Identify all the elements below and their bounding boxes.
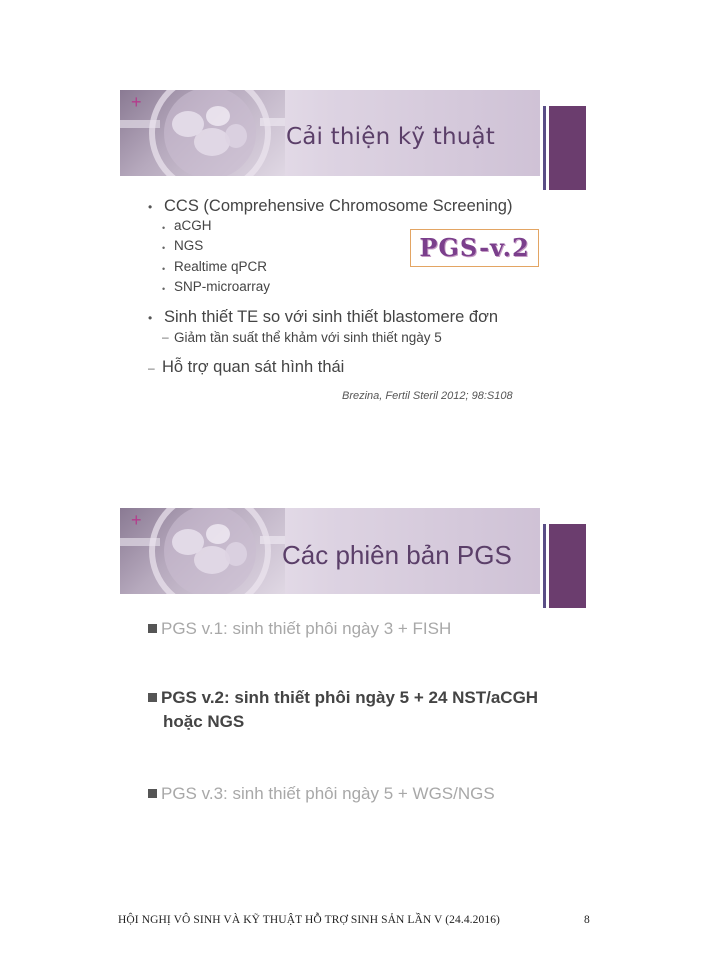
- version-item: PGS v.3: sinh thiết phôi ngày 5 + WGS/NGS: [148, 784, 495, 804]
- bullet-ccs: CCS (Comprehensive Chromosome Screening): [164, 197, 513, 215]
- bullet-icon: •: [148, 200, 153, 214]
- accent-bar-block: [549, 524, 586, 608]
- embryo-image: [120, 90, 285, 176]
- title-banner: [120, 508, 540, 594]
- bullet-te-biopsy: Sinh thiết TE so với sinh thiết blastomere đơn: [164, 308, 499, 326]
- pgs-v2-badge: PGS-v.2: [410, 229, 539, 267]
- bullet-morphology: Hỗ trợ quan sát hình thái: [162, 358, 345, 376]
- embryo-image: [120, 508, 285, 594]
- plus-icon: +: [131, 510, 142, 530]
- slide-2: [120, 508, 600, 838]
- accent-bar-line: [543, 106, 546, 190]
- sub-bullet: Realtime qPCR: [174, 259, 268, 274]
- sub-bullet: NGS: [174, 238, 204, 253]
- square-bullet-icon: [148, 693, 157, 702]
- sub-bullet-icon: •: [162, 264, 166, 274]
- citation: Brezina, Fertil Steril 2012; 98:S108: [342, 390, 513, 402]
- dash-icon: –: [148, 361, 155, 375]
- sub-bullet: Giảm tần suất thể khảm với sinh thiết ngày 5: [174, 330, 442, 345]
- slide-title: Cải thiện kỹ thuật: [286, 124, 496, 150]
- dash-icon: –: [162, 330, 169, 344]
- version-item: PGS v.1: sinh thiết phôi ngày 3 + FISH: [148, 619, 451, 639]
- plus-icon: +: [131, 92, 142, 112]
- sub-bullet-icon: •: [162, 284, 166, 294]
- slide-1: [120, 90, 600, 420]
- slide-title: Các phiên bản PGS: [282, 540, 512, 570]
- square-bullet-icon: [148, 624, 157, 633]
- accent-bar-line: [543, 524, 546, 608]
- bullet-icon: •: [148, 311, 153, 325]
- square-bullet-icon: [148, 789, 157, 798]
- footer-text: HỘI NGHỊ VÔ SINH VÀ KỸ THUẬT HỖ TRỢ SINH SẢN LẦN V (24.4.2016): [118, 914, 500, 926]
- sub-bullet: aCGH: [174, 218, 212, 233]
- version-item-highlighted: PGS v.2: sinh thiết phôi ngày 5 + 24 NST/aCGH hoặc NGS: [148, 686, 588, 734]
- sub-bullet-icon: •: [162, 223, 166, 233]
- sub-bullet: SNP-microarray: [174, 279, 271, 294]
- title-banner: [120, 90, 540, 176]
- sub-bullet-icon: •: [162, 243, 166, 253]
- accent-bar-block: [549, 106, 586, 190]
- page-number: 8: [584, 914, 590, 926]
